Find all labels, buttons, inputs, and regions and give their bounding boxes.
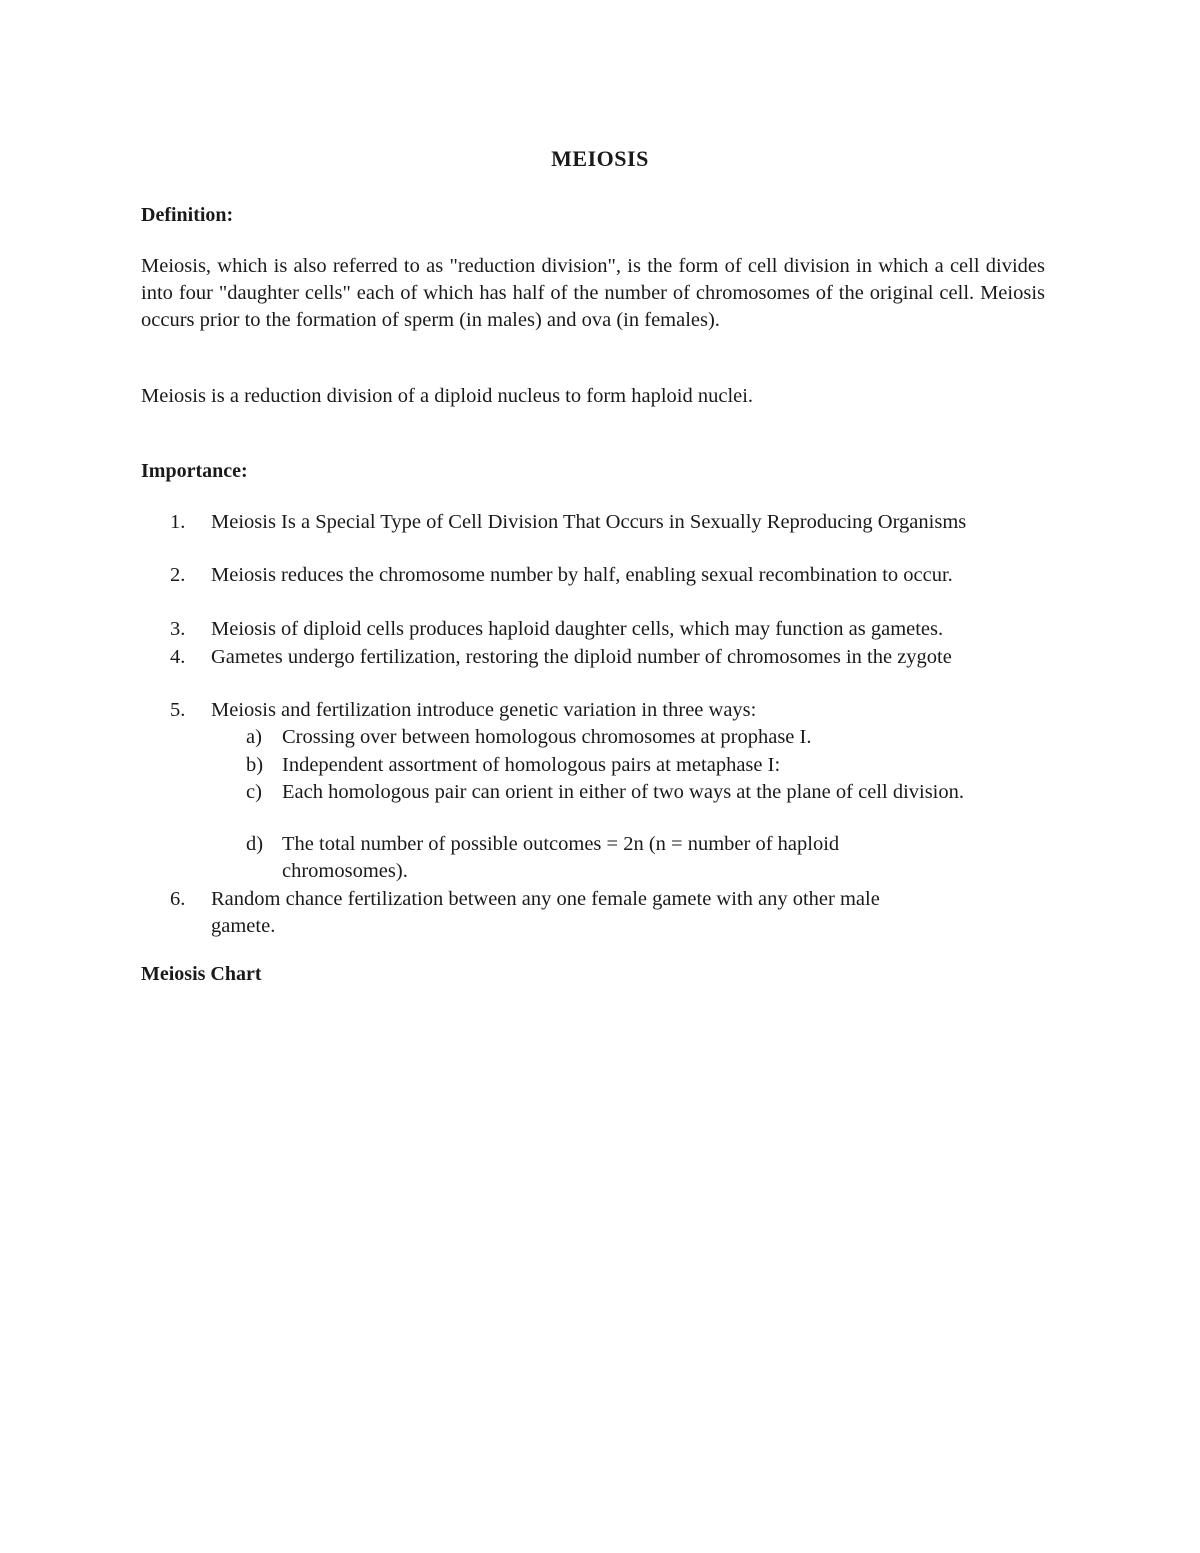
document-title: MEIOSIS [551, 146, 649, 171]
meiosis-chart-heading: Meiosis Chart [141, 963, 262, 985]
sub-list-item-letter: d) [246, 833, 264, 855]
list-item-text: Random chance fertilization between any one female gamete with any other male gamete. [211, 888, 880, 937]
definition-paragraph: Meiosis, which is also referred to as "reduction division", is the form of cell division in which a cell divides into four "daughter cells" each of which has half of the number of chromosomes of the original cell. Meiosis occurs prior to the formation of sperm (in males) and ova (in females). [141, 255, 1045, 331]
list-item-number: 1. [170, 511, 186, 533]
list-item-text: Gametes undergo fertilization, restoring the diploid number of chromosomes in the zygote [211, 646, 952, 668]
list-item-number: 4. [170, 646, 186, 668]
sub-list-item-text: Crossing over between homologous chromosomes at prophase I. [282, 726, 812, 748]
list-item-text: Meiosis and fertilization introduce genetic variation in three ways: [211, 699, 757, 721]
list-item-number: 2. [170, 564, 186, 586]
definition-summary: Meiosis is a reduction division of a diploid nucleus to form haploid nuclei. [141, 385, 754, 407]
sub-list-item-text: Independent assortment of homologous pairs at metaphase I: [282, 754, 781, 776]
definition-heading: Definition: [141, 204, 234, 226]
list-item-number: 6. [170, 888, 186, 910]
sub-list-item-letter: c) [246, 781, 262, 803]
sub-list-item-letter: a) [246, 726, 262, 748]
sub-list-item-letter: b) [246, 754, 264, 776]
list-item-text: Meiosis reduces the chromosome number by half, enabling sexual recombination to occur. [211, 564, 953, 586]
sub-list-item-text: Each homologous pair can orient in either of two ways at the plane of cell division. [282, 781, 965, 803]
list-item-text: Meiosis Is a Special Type of Cell Division That Occurs in Sexually Reproducing Organisms [211, 511, 967, 533]
importance-heading: Importance: [141, 460, 248, 482]
sub-list-item-text: The total number of possible outcomes = 2n (n = number of haploid chromosomes). [282, 833, 840, 882]
list-item-text: Meiosis of diploid cells produces haploid daughter cells, which may function as gametes. [211, 618, 944, 640]
list-item-number: 3. [170, 618, 186, 640]
list-item-number: 5. [170, 699, 186, 721]
